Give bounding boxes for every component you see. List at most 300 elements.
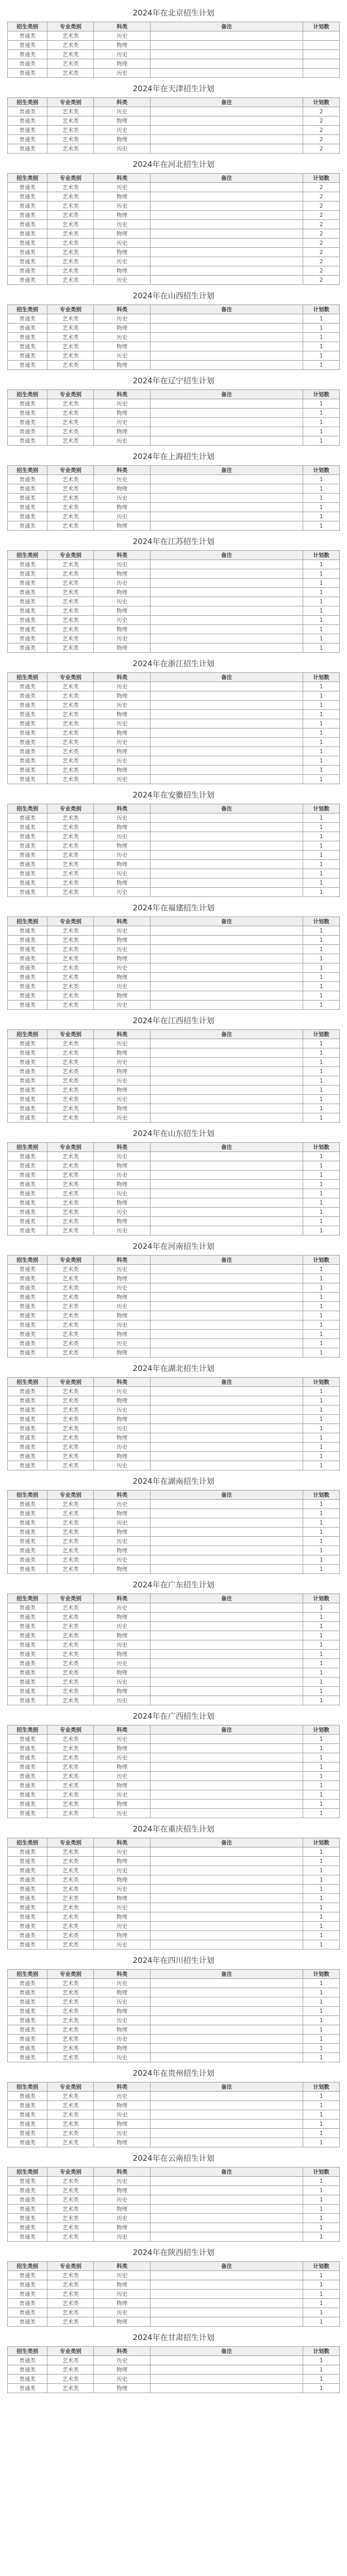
table-cell: 物理 [94,1415,150,1424]
table-cell: 物理 [94,1509,150,1518]
table-cell: 1 [303,926,340,936]
table-cell: 物理 [94,606,150,616]
table-row [8,1171,340,1180]
table-row [8,1452,340,1461]
table-cell: 物理 [94,1330,150,1339]
table-cell: 艺术类 [47,2138,94,2147]
table-cell: 艺术类 [47,2280,94,2290]
table-row [8,1161,340,1171]
plan-table [7,917,340,1010]
table-cell: 艺术类 [47,775,94,784]
section-title: 2024年在江苏招生计划 [133,537,214,546]
table-cell: 历史 [94,2053,150,2062]
table-cell: 艺术类 [47,719,94,728]
table-cell: 艺术类 [47,211,94,220]
table-cell: 艺术类 [47,2035,94,2044]
table-cell [150,1226,303,1235]
table-cell: 历史 [94,1772,150,1781]
column-header: 招生类别 [8,174,47,183]
column-header: 备注 [150,1970,303,1979]
table-cell: 历史 [94,1659,150,1668]
table-cell [150,409,303,418]
table-cell: 普通类 [8,597,47,606]
table-cell: 历史 [94,475,150,484]
table-cell: 1 [303,936,340,945]
table-cell: 艺术类 [47,1180,94,1189]
table-cell [150,1894,303,1903]
table-cell: 普通类 [8,1988,47,1997]
table-row [8,1500,340,1509]
table-cell [150,2177,303,2186]
column-header: 专业类别 [47,2347,94,2356]
table-cell: 历史 [94,1809,150,1818]
column-header: 招生类别 [8,305,47,314]
table-cell: 艺术类 [47,1800,94,1809]
table-cell: 2 [303,266,340,276]
table-cell: 历史 [94,276,150,285]
table-cell [150,2016,303,2025]
column-header: 备注 [150,1838,303,1848]
table-cell [150,606,303,616]
table-cell: 1 [303,1565,340,1574]
table-cell: 1 [303,418,340,427]
table-cell: 物理 [94,1180,150,1189]
table-row [8,1772,340,1781]
table-cell: 1 [303,1894,340,1903]
table-cell: 2 [303,201,340,211]
table-cell: 物理 [94,1650,150,1659]
table-cell: 1 [303,869,340,878]
table-cell [150,475,303,484]
table-cell: 1 [303,1885,340,1894]
table-cell: 1 [303,1067,340,1076]
table-cell: 物理 [94,1687,150,1696]
table-row [8,409,340,418]
table-row [8,2120,340,2129]
table-cell [303,59,340,69]
table-cell: 普通类 [8,427,47,436]
section-title: 2024年在辽宁招生计划 [133,376,214,385]
table-cell: 普通类 [8,2317,47,2327]
table-cell: 物理 [94,625,150,634]
table-cell [150,2290,303,2299]
table-row [8,982,340,991]
table-cell [150,1772,303,1781]
table-row [8,2214,340,2223]
table-cell: 1 [303,1790,340,1800]
table-cell: 普通类 [8,1735,47,1744]
table-cell: 物理 [94,1744,150,1753]
table-cell: 1 [303,954,340,963]
table-cell: 历史 [94,418,150,427]
table-cell: 普通类 [8,1781,47,1790]
table-cell: 艺术类 [47,1640,94,1650]
table-cell: 1 [303,1677,340,1687]
table-cell: 历史 [94,1113,150,1123]
plan-section [7,1241,340,1358]
table-cell [150,2186,303,2195]
table-cell: 普通类 [8,2384,47,2393]
table-cell: 艺术类 [47,2356,94,2365]
table-cell: 普通类 [8,1424,47,1433]
table-cell: 普通类 [8,1848,47,1857]
table-cell: 艺术类 [47,1885,94,1894]
table-cell [150,991,303,1001]
table-row [8,710,340,719]
plan-table [7,550,340,653]
table-row [8,936,340,945]
table-cell: 物理 [94,2044,150,2053]
table-cell [150,324,303,333]
table-cell: 1 [303,579,340,588]
table-cell: 普通类 [8,1537,47,1546]
table-cell: 2 [303,211,340,220]
table-cell: 艺术类 [47,418,94,427]
table-cell: 物理 [94,766,150,775]
table-cell: 普通类 [8,569,47,579]
table-cell: 物理 [94,2120,150,2129]
table-row [8,588,340,597]
table-cell: 历史 [94,201,150,211]
plan-table [7,389,340,446]
column-header: 招生类别 [8,466,47,475]
table-cell: 历史 [94,2356,150,2365]
table-row [8,69,340,78]
table-cell: 1 [303,588,340,597]
table-cell: 物理 [94,1198,150,1208]
table-cell: 物理 [94,2205,150,2214]
table-cell: 2 [303,239,340,248]
table-cell [150,1903,303,1912]
table-cell: 艺术类 [47,851,94,860]
column-header: 备注 [150,2262,303,2271]
table-cell: 艺术类 [47,192,94,201]
column-header: 专业类别 [47,1378,94,1387]
table-cell [150,747,303,756]
column-header: 专业类别 [47,1838,94,1848]
table-cell: 历史 [94,1265,150,1274]
table-cell: 1 [303,2016,340,2025]
plan-table [7,1969,340,2062]
table-cell [150,1518,303,1528]
column-header: 备注 [150,551,303,560]
table-cell: 普通类 [8,766,47,775]
table-cell [150,775,303,784]
table-cell: 艺术类 [47,701,94,710]
table-cell: 普通类 [8,31,47,41]
plan-table [7,2082,340,2147]
column-header: 科类 [94,466,150,475]
table-cell: 1 [303,427,340,436]
table-cell: 艺术类 [47,351,94,361]
table-row [8,2138,340,2147]
table-cell: 1 [303,484,340,494]
table-cell: 历史 [94,494,150,503]
table-cell: 历史 [94,1622,150,1631]
table-cell: 历史 [94,2195,150,2205]
table-cell: 普通类 [8,1302,47,1311]
table-row [8,192,340,201]
plan-section [7,1823,340,1950]
column-header: 专业类别 [47,1143,94,1152]
table-cell [150,560,303,569]
table-cell: 普通类 [8,1283,47,1293]
table-cell: 艺术类 [47,2232,94,2242]
table-cell: 普通类 [8,1198,47,1208]
table-cell: 艺术类 [47,1396,94,1405]
table-row [8,1039,340,1048]
table-cell: 普通类 [8,616,47,625]
table-cell: 普通类 [8,1217,47,1226]
table-cell [150,1603,303,1613]
table-cell: 艺术类 [47,1058,94,1067]
table-cell: 1 [303,1940,340,1950]
table-row [8,701,340,710]
table-cell: 1 [303,1622,340,1631]
table-cell: 艺术类 [47,144,94,154]
table-row [8,1113,340,1123]
table-header-row [8,174,340,183]
section-title: 2024年在江西招生计划 [133,1016,214,1025]
table-header-row [8,551,340,560]
table-cell [150,239,303,248]
table-cell: 普通类 [8,361,47,370]
table-cell: 1 [303,2290,340,2299]
table-cell: 物理 [94,860,150,869]
table-cell [150,1866,303,1875]
table-cell: 艺术类 [47,1528,94,1537]
table-cell [150,1198,303,1208]
table-cell: 普通类 [8,239,47,248]
table-cell: 普通类 [8,494,47,503]
column-header: 计划数 [303,2082,340,2092]
table-row [8,107,340,116]
table-header-row [8,917,340,926]
table-cell: 普通类 [8,1208,47,1217]
table-row [8,841,340,851]
table-cell: 1 [303,2308,340,2317]
table-row [8,1293,340,1302]
table-cell: 艺术类 [47,2365,94,2375]
column-header: 专业类别 [47,1490,94,1500]
table-cell: 普通类 [8,2016,47,2025]
table-cell: 普通类 [8,1753,47,1762]
table-cell: 艺术类 [47,107,94,116]
section-title: 2024年在河南招生计划 [133,1242,214,1251]
table-row [8,1696,340,1705]
table-cell [303,31,340,41]
table-row [8,1461,340,1470]
table-cell: 历史 [94,832,150,841]
table-row [8,2195,340,2205]
table-cell: 物理 [94,2186,150,2195]
table-row [8,1217,340,1226]
table-cell: 普通类 [8,945,47,954]
table-cell: 普通类 [8,860,47,869]
table-cell [150,1348,303,1358]
section-title: 2024年在北京招生计划 [133,8,214,18]
table-cell: 1 [303,982,340,991]
table-cell [150,682,303,691]
table-row [8,239,340,248]
table-cell [150,361,303,370]
table-cell: 1 [303,1613,340,1622]
table-cell: 艺术类 [47,1293,94,1302]
table-cell: 1 [303,756,340,766]
table-cell: 艺术类 [47,1622,94,1631]
table-cell: 历史 [94,2177,150,2186]
table-cell [150,2092,303,2101]
table-cell: 艺术类 [47,982,94,991]
table-cell: 艺术类 [47,1613,94,1622]
table-cell: 历史 [94,1320,150,1330]
table-cell: 历史 [94,1226,150,1235]
table-cell: 1 [303,2025,340,2035]
table-cell: 艺术类 [47,1781,94,1790]
column-header: 专业类别 [47,1970,94,1979]
table-header-row [8,804,340,814]
table-row [8,1762,340,1772]
table-cell: 艺术类 [47,1217,94,1226]
table-row [8,324,340,333]
table-cell: 艺术类 [47,616,94,625]
table-cell: 1 [303,324,340,333]
table-row [8,201,340,211]
column-header: 计划数 [303,305,340,314]
table-cell: 普通类 [8,1903,47,1912]
table-cell: 1 [303,2317,340,2327]
table-cell: 物理 [94,1217,150,1226]
table-cell [150,634,303,643]
column-header: 招生类别 [8,1838,47,1848]
table-cell: 艺术类 [47,239,94,248]
table-cell [150,116,303,126]
table-cell [150,192,303,201]
table-cell: 艺术类 [47,503,94,512]
table-cell: 历史 [94,1677,150,1687]
table-cell: 普通类 [8,832,47,841]
table-cell: 1 [303,2186,340,2195]
table-row [8,211,340,220]
table-cell: 艺术类 [47,521,94,531]
table-cell: 艺术类 [47,1302,94,1311]
table-row [8,1396,340,1405]
table-cell [150,1781,303,1790]
table-cell: 物理 [94,2299,150,2308]
table-cell: 普通类 [8,2280,47,2290]
table-cell: 普通类 [8,643,47,653]
table-row [8,1735,340,1744]
table-cell: 艺术类 [47,588,94,597]
table-cell: 1 [303,991,340,1001]
table-cell: 艺术类 [47,2317,94,2327]
table-cell [150,766,303,775]
table-cell: 1 [303,1809,340,1818]
table-cell [150,220,303,229]
table-cell: 1 [303,1180,340,1189]
column-header: 计划数 [303,917,340,926]
table-cell: 艺术类 [47,427,94,436]
column-header: 招生类别 [8,804,47,814]
column-header: 专业类别 [47,174,94,183]
table-cell: 普通类 [8,756,47,766]
table-cell: 艺术类 [47,2375,94,2384]
table-row [8,860,340,869]
table-cell: 普通类 [8,1293,47,1302]
table-cell: 普通类 [8,436,47,446]
column-header: 备注 [150,804,303,814]
table-cell: 艺术类 [47,314,94,324]
column-header: 科类 [94,1970,150,1979]
section-title: 2024年在重庆招生计划 [133,1824,214,1834]
table-cell [150,1555,303,1565]
table-cell: 1 [303,351,340,361]
column-header: 计划数 [303,2167,340,2177]
table-cell: 1 [303,1640,340,1650]
table-cell [150,1330,303,1339]
column-header: 备注 [150,1594,303,1603]
table-cell: 物理 [94,361,150,370]
table-cell: 1 [303,963,340,973]
table-cell: 1 [303,888,340,897]
table-cell [150,1265,303,1274]
table-cell: 艺术类 [47,1735,94,1744]
table-cell [150,1537,303,1546]
table-cell: 普通类 [8,116,47,126]
table-cell: 普通类 [8,201,47,211]
table-row [8,1076,340,1086]
table-header-row [8,1970,340,1979]
table-cell: 艺术类 [47,1518,94,1528]
table-cell: 普通类 [8,1058,47,1067]
plan-table [7,173,340,285]
table-cell [150,1613,303,1622]
column-header: 计划数 [303,1725,340,1735]
table-cell: 普通类 [8,1528,47,1537]
table-cell: 艺术类 [47,220,94,229]
table-cell: 历史 [94,1443,150,1452]
table-cell: 历史 [94,1735,150,1744]
table-cell: 普通类 [8,1857,47,1866]
table-cell: 物理 [94,2317,150,2327]
table-cell [150,1339,303,1348]
table-cell: 艺术类 [47,1940,94,1950]
table-cell: 普通类 [8,2299,47,2308]
table-cell: 艺术类 [47,1387,94,1396]
table-cell [150,1500,303,1509]
table-cell [150,1631,303,1640]
table-cell: 普通类 [8,1433,47,1443]
table-cell: 历史 [94,1922,150,1931]
table-cell: 艺术类 [47,841,94,851]
table-cell [150,1677,303,1687]
table-header-row [8,98,340,107]
table-cell: 1 [303,2092,340,2101]
table-row [8,719,340,728]
table-cell [150,1546,303,1555]
table-row [8,183,340,192]
table-cell: 普通类 [8,2232,47,2242]
table-cell: 艺术类 [47,597,94,606]
table-cell: 普通类 [8,1171,47,1180]
table-cell: 1 [303,569,340,579]
table-cell: 物理 [94,1565,150,1574]
table-cell: 物理 [94,2280,150,2290]
table-row [8,1809,340,1818]
table-cell [150,1171,303,1180]
plan-table [7,1490,340,1574]
table-cell: 艺术类 [47,1161,94,1171]
